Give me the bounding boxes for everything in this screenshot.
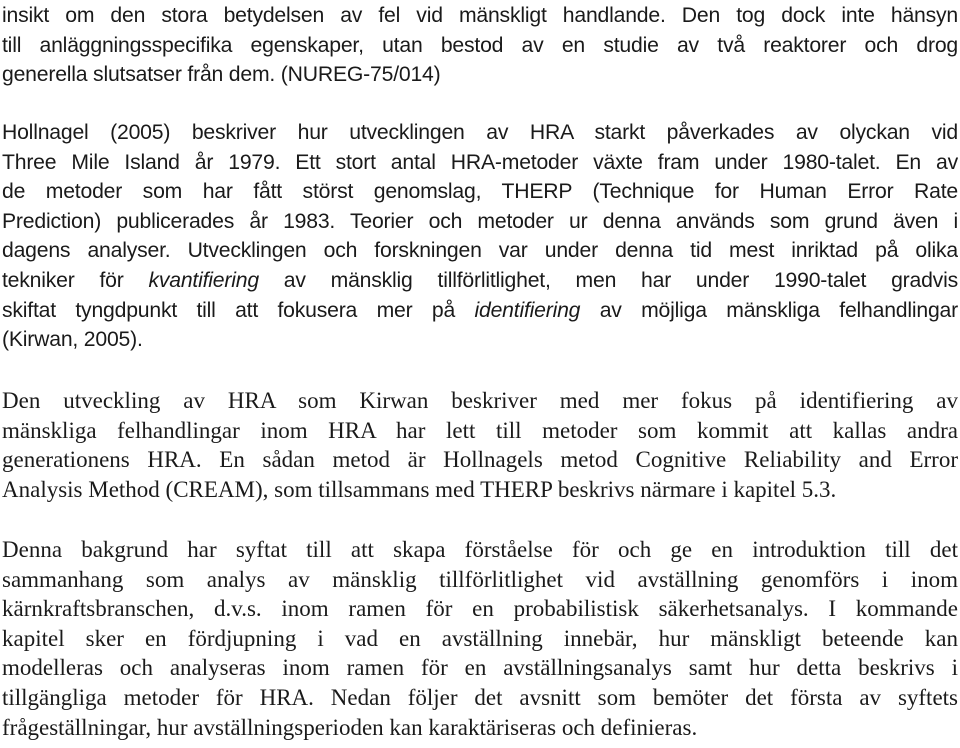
text-line: Prediction) publicerades år 1983. Teorier och metoder ur denna används som grund även i (2, 209, 958, 233)
text-line: kapitel sker en fördjupning i vad en avställning innebär, hur mänskligt beteende kan (2, 625, 958, 651)
text-line: skiftat tyngdpunkt till att fokusera mer på identifiering av möjliga mänskliga felhandlingar (2, 298, 958, 322)
text-line: Three Mile Island år 1979. Ett stort antal HRA-metoder växte fram under 1980-talet. En av (2, 150, 958, 174)
text-line: generationens HRA. En sådan metod är Hollnagels metod Cognitive Reliability and Error (2, 447, 958, 473)
text-line: insikt om den stora betydelsen av fel vid mänskligt handlande. Den tog dock inte hänsyn (2, 4, 958, 27)
paragraph-hollnagel-history (2, 118, 958, 355)
text-line: kärnkraftsbranschen, d.v.s. inom ramen för en probabilistisk säkerhetsanalys. I kommande (2, 596, 958, 622)
text-line: tillgängliga metoder för HRA. Nedan följer det avsnitt som bemöter det första av syftets (2, 684, 958, 710)
text-line: Den utveckling av HRA som Kirwan beskriver med mer fokus på identifiering av (2, 388, 958, 413)
text-line: de metoder som har fått störst genomslag, THERP (Technique for Human Error Rate (2, 180, 958, 204)
text-line: frågeställningar, hur avställningsperioden kan karaktäriseras och definieras. (2, 714, 698, 740)
paragraph-kirwan-generations (2, 386, 958, 504)
text-line: Denna bakgrund har syftat till att skapa förståelse för och ge en introduktion till det (2, 537, 958, 562)
text-line: modelleras och analyseras inom ramen för en avställningsanalys samt hur detta beskrivs i (2, 655, 958, 681)
emphasis-text: kvantifiering (148, 268, 259, 292)
text-line: tekniker för kvantifiering av mänsklig tillförlitlighet, men har under 1990-talet gradvis (2, 268, 958, 292)
text-line: dagens analyser. Utvecklingen och forskningen var under denna tid mest inriktad på olika (2, 239, 958, 263)
text-line: (Kirwan, 2005). (2, 328, 143, 352)
text-line: mänskliga felhandlingar inom HRA har lett till metoder som kommit att kallas andra (2, 417, 958, 443)
text-line: generella slutsatser från dem. (NUREG-75/014) (2, 63, 441, 87)
text-line: Hollnagel (2005) beskriver hur utvecklingen av HRA starkt påverkades av olyckan vid (2, 121, 958, 144)
text-line: Analysis Method (CREAM), som tillsammans med THERP beskrivs närmare i kapitel 5.3. (2, 476, 837, 502)
text-line: till anläggningsspecifika egenskaper, utan bestod av en studie av två reaktorer och drog (2, 33, 958, 57)
paragraph-background-purpose (2, 535, 958, 742)
paragraph-nureg-context (2, 1, 958, 90)
text-line: sammanhang som analys av mänsklig tillförlitlighet vid avställning genomförs i inom (2, 566, 958, 592)
emphasis-text: identifiering (474, 298, 581, 322)
